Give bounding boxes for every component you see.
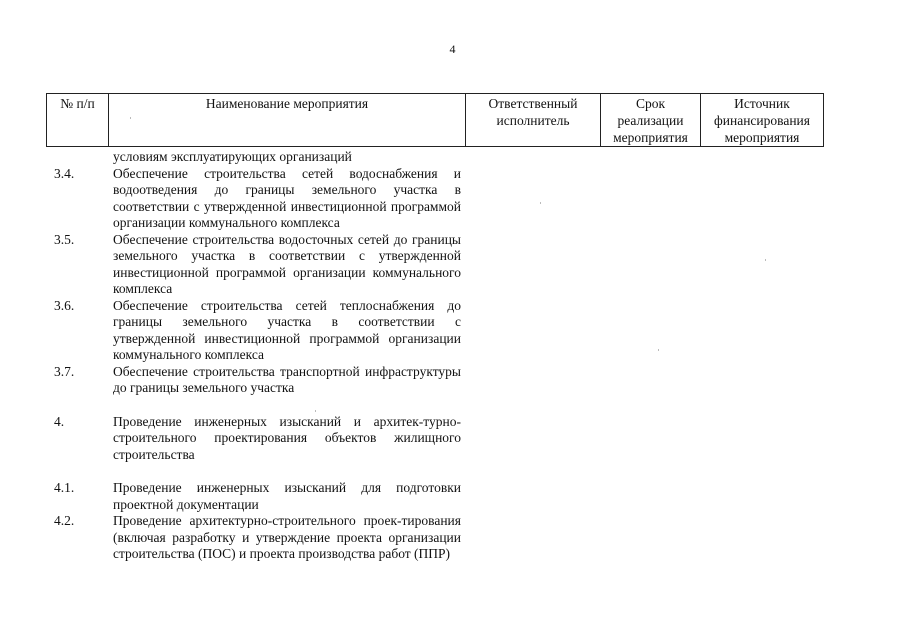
header-number: № п/п <box>47 94 109 147</box>
row-number: 4.2. <box>54 513 75 528</box>
spacer <box>46 397 476 414</box>
scan-speck <box>658 349 659 351</box>
table-row <box>46 166 476 232</box>
row-number: 3.7. <box>54 363 75 379</box>
row-number <box>46 149 113 166</box>
spacer <box>46 463 476 480</box>
table-row <box>46 364 476 397</box>
scan-speck <box>315 410 316 412</box>
table-header <box>46 93 824 147</box>
row-number: 3.6. <box>54 297 75 313</box>
scan-speck <box>130 117 131 119</box>
table-row <box>46 414 476 464</box>
table-row <box>46 149 476 166</box>
row-number: 4. <box>54 413 65 429</box>
table-body <box>46 149 476 563</box>
row-text: Проведение архитектурно-строительного проек-тирования (включая разработку и утверждение проекта организации строительства (ПОС) и проекта производства работ (ППР) <box>113 513 461 561</box>
row-text: условиям эксплуатирующих организаций <box>113 149 352 164</box>
row-text: Проведение инженерных изысканий и архитек-турно-строительного проектирования объектов жилищного строительства <box>113 413 461 462</box>
scan-speck <box>540 202 541 204</box>
header-funding-source: Источник финансирования мероприятия <box>701 94 824 147</box>
row-text: Проведение инженерных изысканий для подготовки проектной документации <box>113 480 461 512</box>
row-text: Обеспечение строительства водосточных сетей до границы земельного участка в соответствии с утвержденной инвестиционной программой организации коммунального комплекса <box>113 231 461 296</box>
table-row <box>46 480 476 513</box>
header-deadline: Срок реализации мероприятия <box>601 94 701 147</box>
row-text: Обеспечение строительства сетей теплоснабжения до границы земельного участка в соответствии с утвержденной инвестиционной программой организации коммунального комплекса <box>113 297 461 362</box>
row-number: 3.5. <box>54 231 75 247</box>
page-number: 4 <box>449 42 456 56</box>
table-row <box>46 513 476 563</box>
row-text: Обеспечение строительства сетей водоснабжения и водоотведения до границы земельного участка в соответствии с утвержденной инвестиционной программой организации коммунального комплекса <box>113 165 461 230</box>
table-row <box>46 232 476 298</box>
scan-speck <box>765 259 766 261</box>
row-number: 3.4. <box>54 165 75 181</box>
row-number: 4.1. <box>54 480 75 495</box>
header-responsible: Ответственный исполнитель <box>466 94 601 147</box>
header-event-name: Наименование мероприятия <box>109 94 466 147</box>
row-text: Обеспечение строительства транспортной инфраструктуры до границы земельного участка <box>113 363 461 395</box>
table-row <box>46 298 476 364</box>
